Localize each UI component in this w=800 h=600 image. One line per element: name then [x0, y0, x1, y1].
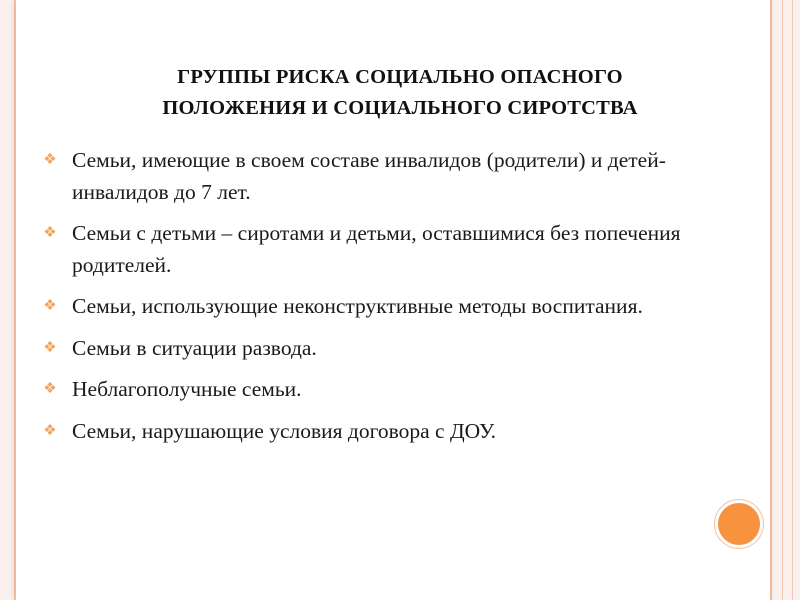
slide-title: [40, 62, 760, 124]
list-item-text: Семьи, использующие неконструктивные методы воспитания.: [72, 294, 643, 318]
diamond-bullet-icon: ❖: [43, 152, 57, 168]
list-item-text: Семьи, нарушающие условия договора с ДОУ.: [72, 418, 497, 443]
frame-line-right-inner: [782, 0, 783, 600]
title-line-2: ПОЛОЖЕНИЯ И СОЦИАЛЬНОГО СИРОТСТВА: [162, 97, 638, 119]
list-item: [40, 218, 720, 281]
frame-line-left: [14, 0, 16, 600]
diamond-bullet-icon: ❖: [43, 339, 57, 356]
list-item: [40, 374, 720, 406]
list-item-text: Семьи, имеющие в своем составе инвалидов (родители) и детей-инвалидов до 7 лет.: [72, 148, 666, 204]
diamond-bullet-icon: ❖: [43, 381, 57, 397]
accent-circle: [715, 500, 763, 548]
list-item: [40, 416, 720, 448]
list-item: [40, 291, 720, 323]
list-item: [40, 333, 720, 365]
diamond-bullet-icon: ❖: [43, 298, 57, 314]
frame-line-right: [770, 0, 772, 600]
list-item-text: Семьи в ситуации развода.: [72, 335, 317, 360]
title-line-1: ГРУППЫ РИСКА СОЦИАЛЬНО ОПАСНОГО: [177, 66, 623, 88]
bullet-list: [40, 145, 720, 457]
list-item-text: Неблагополучные семьи.: [72, 377, 302, 401]
list-item-text: Семьи с детьми – сиротами и детьми, оставшимися без попечения родителей.: [72, 221, 681, 277]
diamond-bullet-icon: ❖: [43, 225, 57, 241]
diamond-bullet-icon: ❖: [43, 422, 57, 439]
frame-line-right-far: [792, 0, 793, 600]
list-item: [40, 145, 720, 208]
